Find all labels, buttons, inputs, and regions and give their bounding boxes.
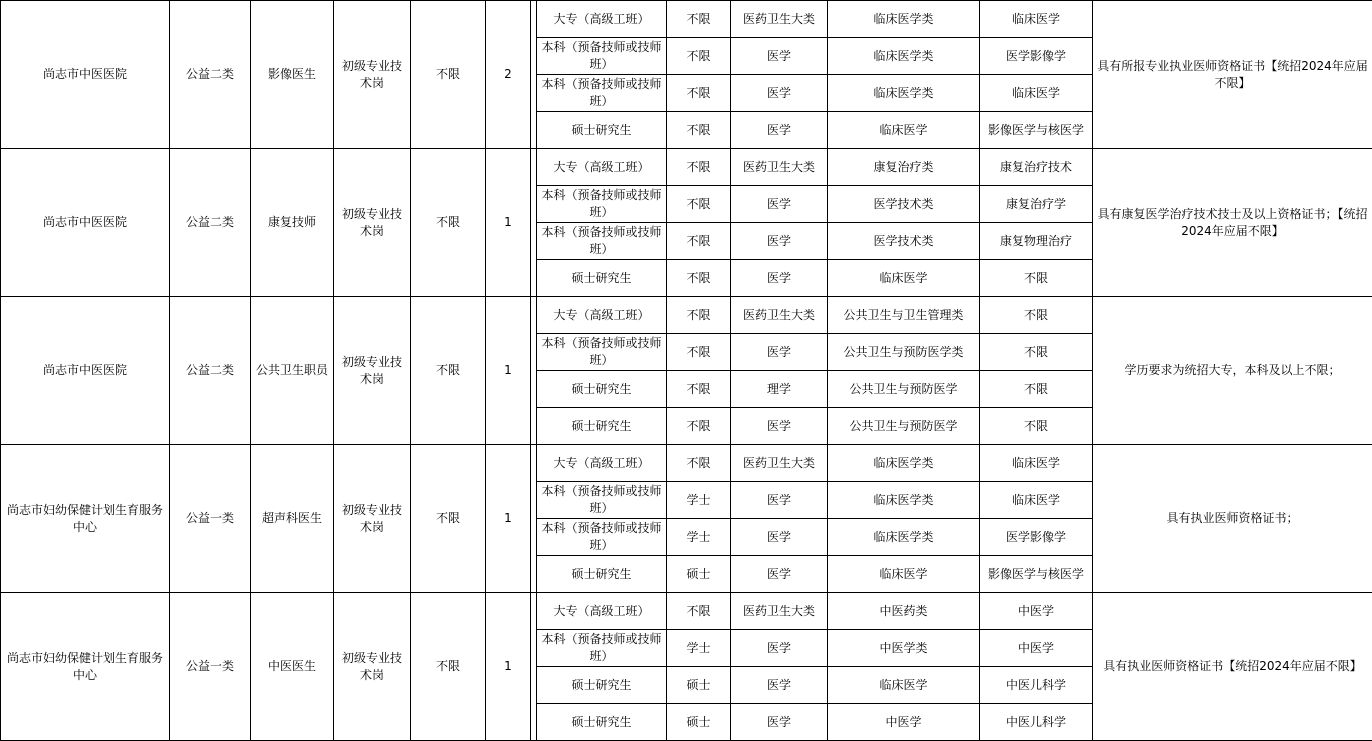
headcount-cell: 1 [486,445,531,593]
position-level-cell: 初级专业技术岗 [334,593,411,741]
major-class-cell: 中医学 [828,704,980,741]
requirement-note-cell: 具有执业医师资格证书【统招2024年应届不限】 [1093,593,1372,741]
major-cell: 医学影像学 [980,38,1093,75]
degree-cell: 不限 [667,223,731,260]
degree-cell: 硕士 [667,667,731,704]
major-category-cell: 医药卫生大类 [731,1,828,38]
headcount-cell: 2 [486,1,531,149]
major-category-cell: 医药卫生大类 [731,593,828,630]
table-row [1,445,1372,482]
major-class-cell: 临床医学类 [828,519,980,556]
restriction-cell: 不限 [411,445,486,593]
education-cell: 大专（高级工班） [537,1,667,38]
education-cell: 本科（预备技师或技师班） [537,75,667,112]
degree-cell: 不限 [667,260,731,297]
major-category-cell: 医学 [731,112,828,149]
major-category-cell: 医学 [731,334,828,371]
table-row [1,593,1372,630]
education-cell: 本科（预备技师或技师班） [537,186,667,223]
major-cell: 康复物理治疗 [980,223,1093,260]
major-class-cell: 医学技术类 [828,223,980,260]
restriction-cell: 不限 [411,297,486,445]
degree-cell: 不限 [667,408,731,445]
employer-cell: 尚志市中医医院 [1,1,170,149]
education-cell: 本科（预备技师或技师班） [537,334,667,371]
major-cell: 中医学 [980,593,1093,630]
major-category-cell: 医学 [731,75,828,112]
major-class-cell: 公共卫生与预防医学类 [828,334,980,371]
major-class-cell: 公共卫生与预防医学 [828,371,980,408]
education-cell: 大专（高级工班） [537,445,667,482]
degree-cell: 硕士 [667,704,731,741]
position-name-cell: 康复技师 [251,149,334,297]
degree-cell: 不限 [667,186,731,223]
table-row [1,149,1372,186]
major-category-cell: 医学 [731,667,828,704]
major-cell: 临床医学 [980,75,1093,112]
headcount-cell: 1 [486,297,531,445]
major-cell: 康复治疗学 [980,186,1093,223]
headcount-cell: 1 [486,593,531,741]
education-cell: 本科（预备技师或技师班） [537,482,667,519]
major-category-cell: 医药卫生大类 [731,445,828,482]
employer-cell: 尚志市中医医院 [1,149,170,297]
major-cell: 临床医学 [980,445,1093,482]
employer-cell: 尚志市妇幼保健计划生育服务中心 [1,593,170,741]
education-cell: 大专（高级工班） [537,149,667,186]
major-class-cell: 临床医学 [828,112,980,149]
degree-cell: 不限 [667,445,731,482]
major-cell: 不限 [980,260,1093,297]
requirement-note-cell: 具有康复医学治疗技术技士及以上资格证书；【统招2024年应届不限】 [1093,149,1372,297]
degree-cell: 学士 [667,630,731,667]
position-name-cell: 超声科医生 [251,445,334,593]
degree-cell: 不限 [667,75,731,112]
major-cell: 康复治疗技术 [980,149,1093,186]
degree-cell: 不限 [667,371,731,408]
table-row [1,297,1372,334]
position-level-cell: 初级专业技术岗 [334,1,411,149]
position-level-cell: 初级专业技术岗 [334,149,411,297]
major-category-cell: 医学 [731,223,828,260]
education-cell: 本科（预备技师或技师班） [537,38,667,75]
position-name-cell: 中医医生 [251,593,334,741]
major-class-cell: 公共卫生与卫生管理类 [828,297,980,334]
degree-cell: 学士 [667,519,731,556]
major-category-cell: 医药卫生大类 [731,149,828,186]
major-cell: 临床医学 [980,482,1093,519]
major-category-cell: 医学 [731,186,828,223]
employer-cell: 尚志市中医医院 [1,297,170,445]
major-category-cell: 医学 [731,630,828,667]
major-cell: 不限 [980,371,1093,408]
degree-cell: 不限 [667,149,731,186]
restriction-cell: 不限 [411,593,486,741]
major-cell: 临床医学 [980,1,1093,38]
headcount-cell: 1 [486,149,531,297]
unit-category-cell: 公益一类 [170,445,251,593]
education-cell: 本科（预备技师或技师班） [537,519,667,556]
degree-cell: 不限 [667,334,731,371]
major-class-cell: 临床医学类 [828,75,980,112]
major-category-cell: 理学 [731,371,828,408]
degree-cell: 不限 [667,38,731,75]
degree-cell: 不限 [667,112,731,149]
requirement-note-cell: 学历要求为统招大专，本科及以上不限； [1093,297,1372,445]
major-category-cell: 医学 [731,482,828,519]
education-cell: 本科（预备技师或技师班） [537,223,667,260]
major-cell: 影像医学与核医学 [980,556,1093,593]
education-cell: 本科（预备技师或技师班） [537,630,667,667]
major-class-cell: 康复治疗类 [828,149,980,186]
table-body [1,1,1372,741]
major-cell: 医学影像学 [980,519,1093,556]
table-row [1,1,1372,38]
major-class-cell: 中医药类 [828,593,980,630]
major-class-cell: 临床医学 [828,556,980,593]
position-level-cell: 初级专业技术岗 [334,445,411,593]
major-category-cell: 医学 [731,704,828,741]
major-cell: 不限 [980,297,1093,334]
major-cell: 中医儿科学 [980,704,1093,741]
restriction-cell: 不限 [411,1,486,149]
degree-cell: 不限 [667,297,731,334]
major-class-cell: 临床医学类 [828,1,980,38]
education-cell: 硕士研究生 [537,408,667,445]
position-name-cell: 影像医生 [251,1,334,149]
major-class-cell: 临床医学类 [828,38,980,75]
major-category-cell: 医学 [731,260,828,297]
degree-cell: 不限 [667,593,731,630]
education-cell: 硕士研究生 [537,260,667,297]
degree-cell: 硕士 [667,556,731,593]
major-category-cell: 医学 [731,408,828,445]
position-level-cell: 初级专业技术岗 [334,297,411,445]
position-name-cell: 公共卫生职员 [251,297,334,445]
major-class-cell: 临床医学类 [828,482,980,519]
major-cell: 不限 [980,408,1093,445]
employer-cell: 尚志市妇幼保健计划生育服务中心 [1,445,170,593]
major-class-cell: 中医学类 [828,630,980,667]
major-class-cell: 临床医学 [828,260,980,297]
education-cell: 硕士研究生 [537,704,667,741]
education-cell: 硕士研究生 [537,371,667,408]
major-category-cell: 医药卫生大类 [731,297,828,334]
major-cell: 不限 [980,334,1093,371]
major-cell: 中医学 [980,630,1093,667]
education-cell: 硕士研究生 [537,112,667,149]
degree-cell: 学士 [667,482,731,519]
major-category-cell: 医学 [731,556,828,593]
education-cell: 硕士研究生 [537,556,667,593]
unit-category-cell: 公益一类 [170,593,251,741]
education-cell: 大专（高级工班） [537,297,667,334]
major-cell: 影像医学与核医学 [980,112,1093,149]
unit-category-cell: 公益二类 [170,1,251,149]
major-class-cell: 公共卫生与预防医学 [828,408,980,445]
major-class-cell: 临床医学 [828,667,980,704]
unit-category-cell: 公益二类 [170,297,251,445]
requirement-note-cell: 具有执业医师资格证书； [1093,445,1372,593]
major-class-cell: 临床医学类 [828,445,980,482]
major-category-cell: 医学 [731,519,828,556]
major-category-cell: 医学 [731,38,828,75]
major-cell: 中医儿科学 [980,667,1093,704]
requirement-note-cell: 具有所报专业执业医师资格证书【统招2024年应届不限】 [1093,1,1372,149]
education-cell: 大专（高级工班） [537,593,667,630]
degree-cell: 不限 [667,1,731,38]
restriction-cell: 不限 [411,149,486,297]
major-class-cell: 医学技术类 [828,186,980,223]
unit-category-cell: 公益二类 [170,149,251,297]
education-cell: 硕士研究生 [537,667,667,704]
